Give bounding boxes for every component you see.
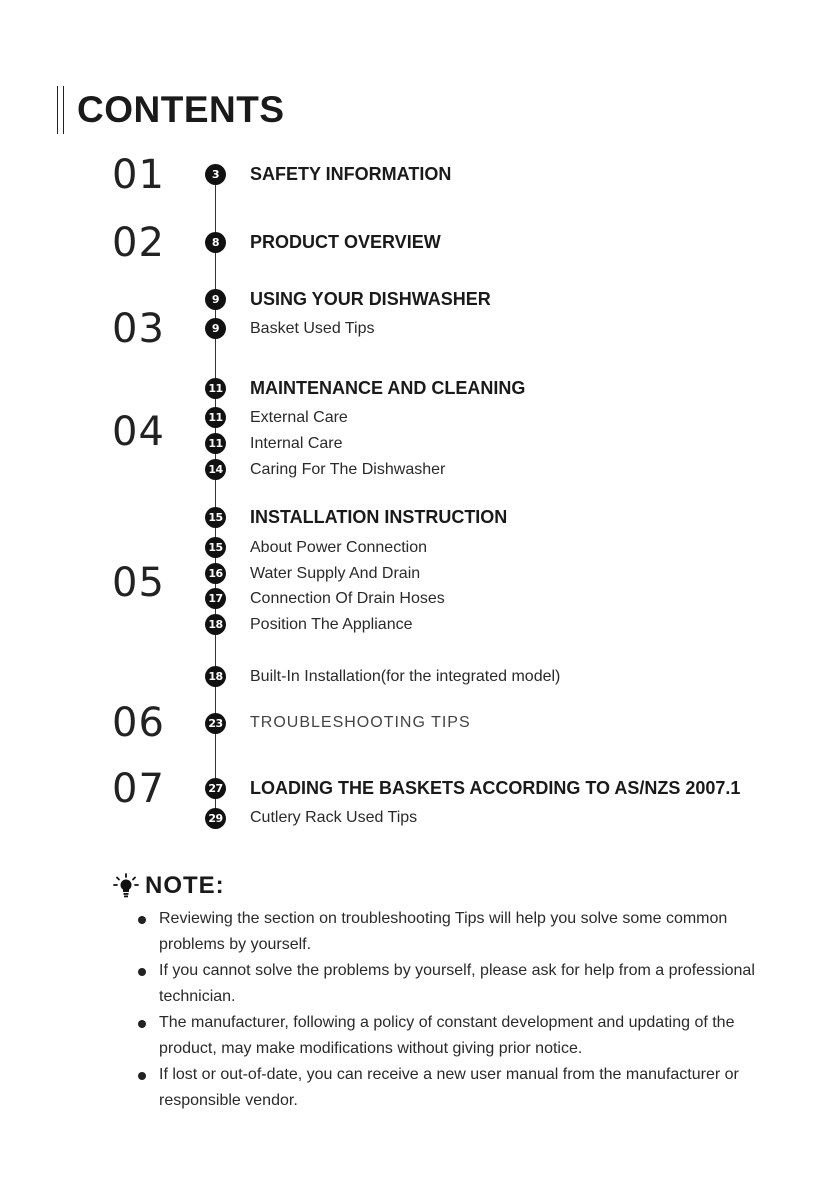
chapter-number-03: 03 xyxy=(112,306,165,352)
page-number-badge: 14 xyxy=(205,459,226,480)
page-number-badge: 23 xyxy=(205,713,226,734)
toc-entry-built-in-installation[interactable]: Built-In Installation(for the integrated model) xyxy=(250,668,561,685)
page-number-badge: 11 xyxy=(205,433,226,454)
note-title: NOTE: xyxy=(145,872,225,899)
toc-entry-maintenance-and-cleaning[interactable]: MAINTENANCE AND CLEANING xyxy=(250,378,526,398)
note-item xyxy=(138,958,788,1010)
toc-entry-cutlery-rack-used-tips[interactable]: Cutlery Rack Used Tips xyxy=(250,809,418,826)
page-number-badge: 17 xyxy=(205,588,226,609)
chapter-number-02: 02 xyxy=(112,220,165,266)
toc-entry-basket-used-tips[interactable]: Basket Used Tips xyxy=(250,320,375,337)
toc-entry-connection-of-drain-hoses[interactable]: Connection Of Drain Hoses xyxy=(250,590,445,607)
toc-entry-about-power-connection[interactable]: About Power Connection xyxy=(250,539,427,556)
page-number-badge: 9 xyxy=(205,318,226,339)
page-number-badge: 9 xyxy=(205,289,226,310)
page-number-badge: 27 xyxy=(205,778,226,799)
toc-entry-product-overview[interactable]: PRODUCT OVERVIEW xyxy=(250,232,441,252)
toc-entry-troubleshooting-tips[interactable]: TROUBLESHOOTING TIPS xyxy=(250,714,471,731)
bullet-icon xyxy=(138,968,146,976)
bullet-icon xyxy=(138,1020,146,1028)
page-number-badge: 29 xyxy=(205,808,226,829)
page-number-badge: 3 xyxy=(205,164,226,185)
chapter-number-01: 01 xyxy=(112,152,165,198)
page-number-badge: 15 xyxy=(205,537,226,558)
page-number-badge: 11 xyxy=(205,407,226,428)
note-item-text: If lost or out-of-date, you can receive a new user manual from the manufacturer or responsible vendor. xyxy=(159,1066,739,1109)
lightbulb-icon xyxy=(113,873,139,899)
title-accent-bar xyxy=(57,86,64,134)
toc-entry-safety-information[interactable]: SAFETY INFORMATION xyxy=(250,164,452,184)
note-item xyxy=(138,906,788,958)
chapter-number-07: 07 xyxy=(112,766,165,812)
note-heading xyxy=(113,872,225,900)
note-item xyxy=(138,1010,788,1062)
note-item xyxy=(138,1062,788,1114)
page-number-badge: 16 xyxy=(205,563,226,584)
chapter-number-05: 05 xyxy=(112,560,165,606)
chapter-number-06: 06 xyxy=(112,700,165,746)
toc-entry-water-supply-and-drain[interactable]: Water Supply And Drain xyxy=(250,565,421,582)
toc-entry-external-care[interactable]: External Care xyxy=(250,409,348,426)
page-number-badge: 18 xyxy=(205,614,226,635)
page-number-badge: 15 xyxy=(205,507,226,528)
bullet-icon xyxy=(138,916,146,924)
note-item-text: If you cannot solve the problems by yourself, please ask for help from a professional technician. xyxy=(159,962,755,1005)
bullet-icon xyxy=(138,1072,146,1080)
page-number-badge: 18 xyxy=(205,666,226,687)
toc-entry-caring-for-the-dishwasher[interactable]: Caring For The Dishwasher xyxy=(250,461,446,478)
page-number-badge: 11 xyxy=(205,378,226,399)
note-item-text: Reviewing the section on troubleshooting Tips will help you solve some common problems by yourself. xyxy=(159,910,728,953)
note-item-text: The manufacturer, following a policy of constant development and updating of the product, may make modifications without giving prior notice. xyxy=(159,1014,735,1057)
toc-entry-loading-the-baskets[interactable]: LOADING THE BASKETS ACCORDING TO AS/NZS 2007.1 xyxy=(250,778,741,798)
page-number-badge: 8 xyxy=(205,232,226,253)
toc-entry-installation-instruction[interactable]: INSTALLATION INSTRUCTION xyxy=(250,507,508,527)
chapter-number-04: 04 xyxy=(112,409,165,455)
page-title: CONTENTS xyxy=(77,89,285,130)
toc-entry-using-your-dishwasher[interactable]: USING YOUR DISHWASHER xyxy=(250,289,491,309)
toc-entry-internal-care[interactable]: Internal Care xyxy=(250,435,343,452)
toc-entry-position-the-appliance[interactable]: Position The Appliance xyxy=(250,616,413,633)
note-list xyxy=(138,906,788,1114)
